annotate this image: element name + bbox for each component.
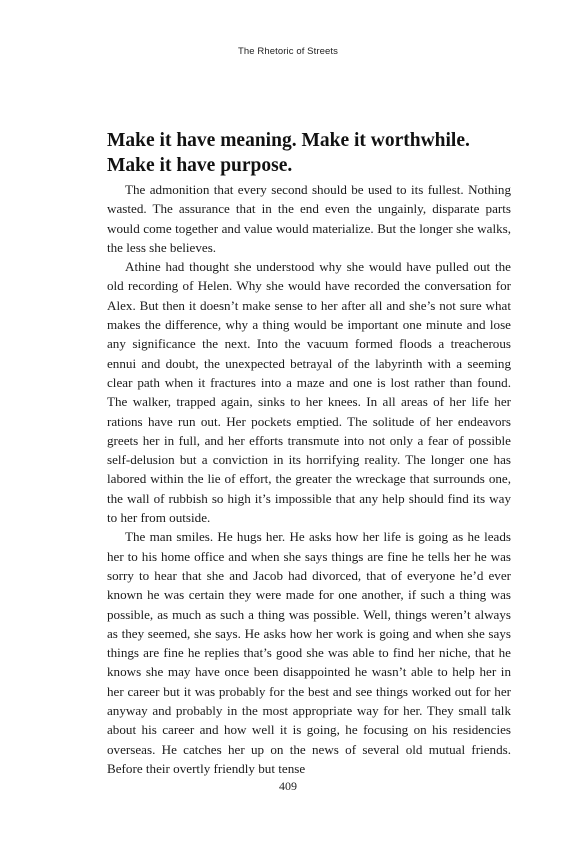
paragraph: Athine had thought she understood why she would have pulled out the old recording of Helen. Why she would have recorded the conversation for Alex. But then it doesn’t make sense to her after all and she’s not sure what makes the difference, why a thing would be important one minute and lose any significance the next. Into the vacuum formed floods a treacherous ennui and doubt, the unexpected betrayal of the labyrinth with a seeming clear path when it fractures into a maze and one is lost rather than found. The walker, trapped again, sinks to her knees. In all areas of her life her rations have run out. Her pockets emptied. The solitude of her endeavors greets her in full, and her efforts transmute into not only a fear of possible self-delusion but a conviction in its horrifying reality. The longer one has labored within the lie of effort, the greater the wreckage that surrounds one, the wall of rubbish so high it’s impossible that any help should find its way to her from outside.: [107, 259, 511, 526]
paragraph: The man smiles. He hugs her. He asks how her life is going as he leads her to his home office and when she says things are fine he tells her he was sorry to hear that she and Jacob had divorced, that of everyone he’d ever known he was certain they were made for one another, if such a thing was possible, as much as such a thing was possible. Well, things weren’t always as they seemed, she says. He asks how her work is going and when she says things are fine he replies that’s good she was able to find her niche, that he knows she may have once been disappointed he wasn’t able to help her in her career but it was probably for the best and see things worked out for her anyway and probably in the most appropriate way for her. They small talk about his career and how well it is going, he focusing on his residencies overseas. He catches her up on the news of several old mutual friends. Before their overtly friendly but tense: [107, 529, 511, 776]
page-body: [107, 128, 511, 778]
body-text: [107, 180, 511, 778]
section-heading: Make it have meaning. Make it worthwhile. Make it have purpose.: [107, 130, 470, 176]
page-number: 409: [279, 779, 297, 793]
running-title: The Rhetoric of Streets: [238, 46, 338, 57]
paragraph: The admonition that every second should be used to its fullest. Nothing wasted. The assurance that in the end even the ungainly, disparate parts would come together and value would materialize. But the longer she walks, the less she believes.: [107, 182, 511, 255]
